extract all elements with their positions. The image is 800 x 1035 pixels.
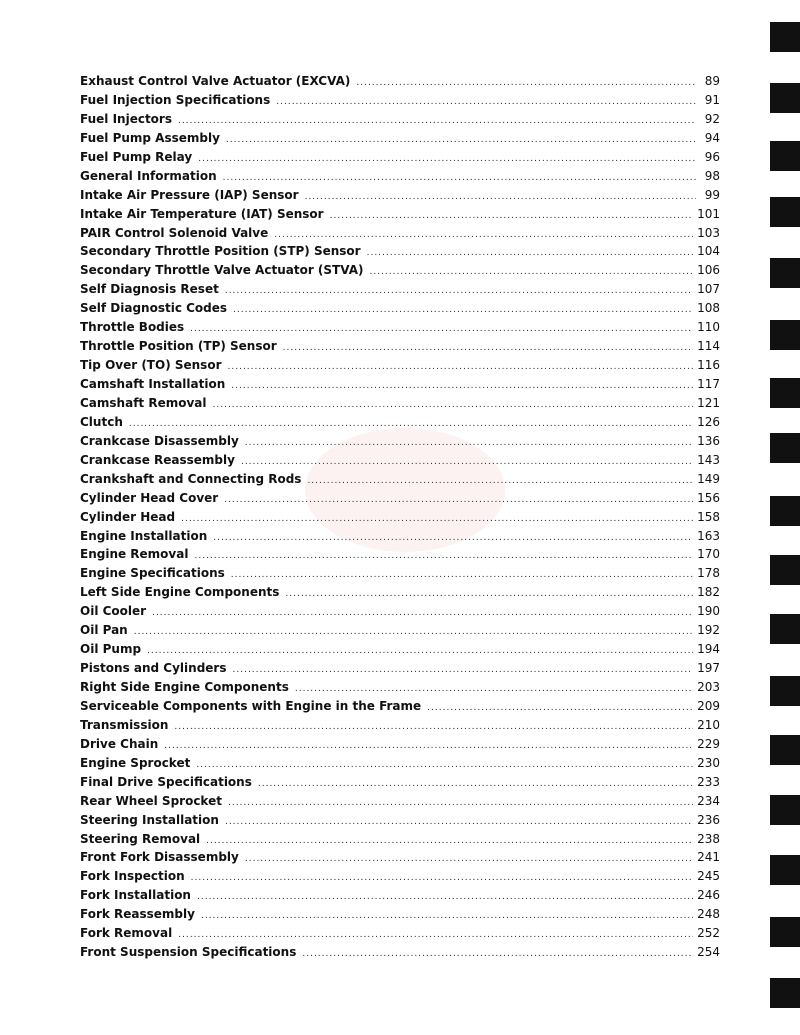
toc-entry[interactable] xyxy=(80,564,720,583)
toc-entry-title: Intake Air Temperature (IAT) Sensor xyxy=(80,206,324,221)
dot-leader xyxy=(228,358,694,377)
toc-entry[interactable] xyxy=(80,451,720,470)
dot-leader xyxy=(174,718,693,737)
toc-entry[interactable] xyxy=(80,678,720,697)
dot-leader xyxy=(197,888,693,907)
toc-entry[interactable] xyxy=(80,318,720,337)
toc-entry[interactable] xyxy=(80,91,720,110)
dot-leader xyxy=(245,434,693,453)
toc-entry-title: Steering Installation xyxy=(80,812,219,827)
toc-entry-title: Final Drive Specifications xyxy=(80,774,252,789)
section-thumb-tabs xyxy=(760,0,800,1035)
dot-leader xyxy=(305,188,696,207)
toc-entry-title: Left Side Engine Components xyxy=(80,585,280,600)
thumb-tab xyxy=(770,22,800,52)
dot-leader xyxy=(147,642,693,661)
toc-entry[interactable] xyxy=(80,735,720,754)
toc-entry-title: Drive Chain xyxy=(80,736,159,751)
toc-entry-title: Transmission xyxy=(80,717,169,732)
toc-entry-page-number: 103 xyxy=(697,225,720,240)
toc-entry-title: PAIR Control Solenoid Valve xyxy=(80,225,269,240)
toc-entry-title: Pistons and Cylinders xyxy=(80,661,227,676)
toc-entry[interactable] xyxy=(80,811,720,830)
toc-entry[interactable] xyxy=(80,186,720,205)
toc-entry-title: Fuel Pump Relay xyxy=(80,149,193,164)
toc-entry-page-number: 170 xyxy=(697,547,720,562)
toc-entry-title: Serviceable Components with Engine in the Frame xyxy=(80,698,422,713)
dot-leader xyxy=(245,850,693,869)
dot-leader xyxy=(213,529,693,548)
toc-entry-title: Throttle Position (TP) Sensor xyxy=(80,339,277,354)
dot-leader xyxy=(225,813,693,832)
toc-entry-title: Fuel Injectors xyxy=(80,111,172,126)
toc-entry[interactable] xyxy=(80,905,720,924)
toc-entry-page-number: 236 xyxy=(697,812,720,827)
toc-entry-page-number: 234 xyxy=(697,793,720,808)
toc-entry-page-number: 104 xyxy=(697,244,720,259)
toc-entry-title: Fork Reassembly xyxy=(80,907,195,922)
toc-entry-page-number: 210 xyxy=(697,717,720,732)
toc-entry-title: Oil Pump xyxy=(80,642,142,657)
toc-entry-title: Throttle Bodies xyxy=(80,320,185,335)
toc-entry[interactable] xyxy=(80,754,720,773)
thumb-tab xyxy=(770,320,800,350)
toc-entry-title: Engine Installation xyxy=(80,528,208,543)
dot-leader xyxy=(196,756,693,775)
toc-entry[interactable] xyxy=(80,167,720,186)
thumb-tab xyxy=(770,676,800,706)
thumb-tab xyxy=(770,614,800,644)
toc-entry-title: Tip Over (TO) Sensor xyxy=(80,358,222,373)
thumb-tab xyxy=(770,83,800,113)
dot-leader xyxy=(226,131,696,150)
toc-entry[interactable] xyxy=(80,356,720,375)
dot-leader xyxy=(356,74,696,93)
toc-entry-page-number: 107 xyxy=(697,282,720,297)
toc-entry[interactable] xyxy=(80,148,720,167)
toc-entry-title: Engine Specifications xyxy=(80,566,225,581)
toc-entry-page-number: 149 xyxy=(697,471,720,486)
toc-entry[interactable] xyxy=(80,943,720,962)
toc-entry-page-number: 178 xyxy=(697,566,720,581)
toc-entry-title: Crankcase Reassembly xyxy=(80,452,235,467)
thumb-tab xyxy=(770,496,800,526)
toc-entry-page-number: 143 xyxy=(697,452,720,467)
toc-entry-title: Fork Installation xyxy=(80,888,191,903)
toc-entry-title: Front Suspension Specifications xyxy=(80,945,297,960)
dot-leader xyxy=(201,907,693,926)
dot-leader xyxy=(276,93,696,112)
toc-entry-title: Camshaft Installation xyxy=(80,377,226,391)
toc-entry-title: Clutch xyxy=(80,414,123,429)
toc-entry-page-number: 136 xyxy=(697,433,720,448)
dot-leader xyxy=(194,547,693,566)
toc-entry-page-number: 158 xyxy=(697,509,720,524)
toc-entry-page-number: 117 xyxy=(697,377,720,391)
toc-entry[interactable] xyxy=(80,508,720,527)
toc-entry[interactable] xyxy=(80,924,720,943)
toc-entry-title: Fork Inspection xyxy=(80,869,185,884)
dot-leader xyxy=(224,491,693,510)
dot-leader xyxy=(258,775,693,794)
toc-entry[interactable] xyxy=(80,337,720,356)
toc-entry-title: Oil Pan xyxy=(80,623,128,638)
dot-leader xyxy=(302,945,693,964)
toc-entry-title: General Information xyxy=(80,168,217,183)
dot-leader xyxy=(134,623,693,642)
dot-leader xyxy=(228,794,693,813)
toc-entry-page-number: 116 xyxy=(697,358,720,373)
toc-entry[interactable] xyxy=(80,697,720,716)
toc-entry-title: Fork Removal xyxy=(80,926,173,941)
dot-leader xyxy=(213,396,694,415)
toc-entry-title: Camshaft Removal xyxy=(80,395,207,410)
thumb-tab xyxy=(770,917,800,947)
toc-entry-title: Rear Wheel Sprocket xyxy=(80,793,222,808)
dot-leader xyxy=(191,869,693,888)
toc-entry-title: Crankshaft and Connecting Rods xyxy=(80,471,302,486)
toc-entry-page-number: 245 xyxy=(697,869,720,884)
toc-entry-page-number: 156 xyxy=(697,490,720,505)
toc-entry[interactable] xyxy=(80,110,720,129)
toc-entry-page-number: 241 xyxy=(697,850,720,865)
toc-entry-title: Exhaust Control Valve Actuator (EXCVA) xyxy=(80,74,351,88)
dot-leader xyxy=(164,737,693,756)
toc-entry-page-number: 254 xyxy=(697,945,720,960)
toc-entry-title: Self Diagnostic Codes xyxy=(80,301,228,316)
thumb-tab xyxy=(770,141,800,171)
toc-entry[interactable] xyxy=(80,830,720,849)
table-of-contents xyxy=(80,72,720,962)
toc-entry-title: Oil Cooler xyxy=(80,604,147,619)
dot-leader xyxy=(231,377,693,396)
thumb-tab xyxy=(770,197,800,227)
toc-entry-title: Engine Sprocket xyxy=(80,755,191,770)
dot-leader xyxy=(181,510,693,529)
dot-leader xyxy=(152,604,693,623)
toc-entry[interactable] xyxy=(80,394,720,413)
toc-entry-page-number: 92 xyxy=(704,111,720,126)
toc-entry[interactable] xyxy=(80,848,720,867)
toc-entry[interactable] xyxy=(80,242,720,261)
toc-entry-page-number: 230 xyxy=(697,755,720,770)
toc-entry[interactable] xyxy=(80,527,720,546)
toc-entry-page-number: 91 xyxy=(704,92,720,107)
dot-leader xyxy=(283,339,693,358)
toc-entry-title: Engine Removal xyxy=(80,547,189,562)
toc-entry[interactable] xyxy=(80,867,720,886)
toc-entry[interactable] xyxy=(80,659,720,678)
toc-entry-page-number: 182 xyxy=(697,585,720,600)
toc-entry-title: Steering Removal xyxy=(80,831,201,846)
toc-entry-page-number: 209 xyxy=(697,698,720,713)
toc-entry-title: Secondary Throttle Position (STP) Sensor xyxy=(80,244,361,259)
toc-entry[interactable] xyxy=(80,280,720,299)
toc-entry-page-number: 233 xyxy=(697,774,720,789)
toc-entry[interactable] xyxy=(80,640,720,659)
toc-entry-page-number: 238 xyxy=(697,831,720,846)
dot-leader xyxy=(231,566,693,585)
thumb-tab xyxy=(770,258,800,288)
toc-entry[interactable] xyxy=(80,886,720,905)
toc-entry-title: Front Fork Disassembly xyxy=(80,850,239,865)
toc-entry[interactable] xyxy=(80,72,720,91)
toc-entry-page-number: 192 xyxy=(697,623,720,638)
thumb-tab xyxy=(770,855,800,885)
dot-leader xyxy=(307,472,693,491)
toc-entry-page-number: 110 xyxy=(697,320,720,335)
toc-entry-page-number: 252 xyxy=(697,926,720,941)
toc-entry-page-number: 106 xyxy=(697,263,720,278)
toc-entry-title: Self Diagnosis Reset xyxy=(80,282,219,297)
toc-entry[interactable] xyxy=(80,129,720,148)
toc-entry[interactable] xyxy=(80,716,720,735)
toc-entry-page-number: 89 xyxy=(704,74,720,88)
toc-entry-page-number: 248 xyxy=(697,907,720,922)
dot-leader xyxy=(233,661,694,680)
toc-entry[interactable] xyxy=(80,773,720,792)
dot-leader xyxy=(225,282,693,301)
toc-entry-page-number: 194 xyxy=(697,642,720,657)
toc-entry-title: Crankcase Disassembly xyxy=(80,433,239,448)
toc-entry[interactable] xyxy=(80,432,720,451)
dot-leader xyxy=(198,150,696,169)
toc-entry[interactable] xyxy=(80,224,720,243)
toc-entry[interactable] xyxy=(80,583,720,602)
toc-entry-title: Fuel Injection Specifications xyxy=(80,92,271,107)
dot-leader xyxy=(241,453,693,472)
toc-entry-page-number: 203 xyxy=(697,680,720,694)
toc-entry-title: Intake Air Pressure (IAP) Sensor xyxy=(80,187,299,202)
toc-entry-title: Secondary Throttle Valve Actuator (STVA) xyxy=(80,263,364,278)
toc-entry-page-number: 99 xyxy=(704,187,720,202)
thumb-tab xyxy=(770,378,800,408)
thumb-tab xyxy=(770,735,800,765)
toc-entry-page-number: 246 xyxy=(697,888,720,903)
toc-entry[interactable] xyxy=(80,375,720,394)
toc-entry[interactable] xyxy=(80,470,720,489)
toc-entry-page-number: 114 xyxy=(697,339,720,354)
dot-leader xyxy=(427,699,693,718)
toc-entry[interactable] xyxy=(80,413,720,432)
toc-entry-page-number: 96 xyxy=(704,149,720,164)
dot-leader xyxy=(178,112,696,131)
toc-entry[interactable] xyxy=(80,792,720,811)
dot-leader xyxy=(369,263,693,282)
dot-leader xyxy=(233,301,693,320)
toc-entry-page-number: 190 xyxy=(697,604,720,619)
thumb-tab xyxy=(770,433,800,463)
toc-entry-page-number: 197 xyxy=(697,661,720,676)
toc-entry[interactable] xyxy=(80,545,720,564)
toc-entry[interactable] xyxy=(80,621,720,640)
toc-entry-title: Right Side Engine Components xyxy=(80,680,289,694)
toc-entry[interactable] xyxy=(80,299,720,318)
toc-entry-page-number: 163 xyxy=(697,528,720,543)
toc-entry-page-number: 101 xyxy=(697,206,720,221)
thumb-tab xyxy=(770,978,800,1008)
thumb-tab xyxy=(770,795,800,825)
toc-entry-page-number: 121 xyxy=(697,395,720,410)
toc-entry-title: Fuel Pump Assembly xyxy=(80,130,220,145)
toc-entry[interactable] xyxy=(80,602,720,621)
toc-entry-page-number: 94 xyxy=(704,130,720,145)
toc-entry-page-number: 126 xyxy=(697,414,720,429)
toc-entry-page-number: 98 xyxy=(704,168,720,183)
toc-entry-page-number: 229 xyxy=(697,736,720,751)
toc-entry[interactable] xyxy=(80,261,720,280)
toc-entry-title: Cylinder Head xyxy=(80,509,176,524)
dot-leader xyxy=(285,585,693,604)
toc-entry[interactable] xyxy=(80,205,720,224)
dot-leader xyxy=(206,832,693,851)
toc-entry-page-number: 108 xyxy=(697,301,720,316)
toc-entry-title: Cylinder Head Cover xyxy=(80,490,219,505)
thumb-tab xyxy=(770,555,800,585)
toc-entry[interactable] xyxy=(80,489,720,508)
dot-leader xyxy=(367,244,694,263)
dot-leader xyxy=(330,207,694,226)
